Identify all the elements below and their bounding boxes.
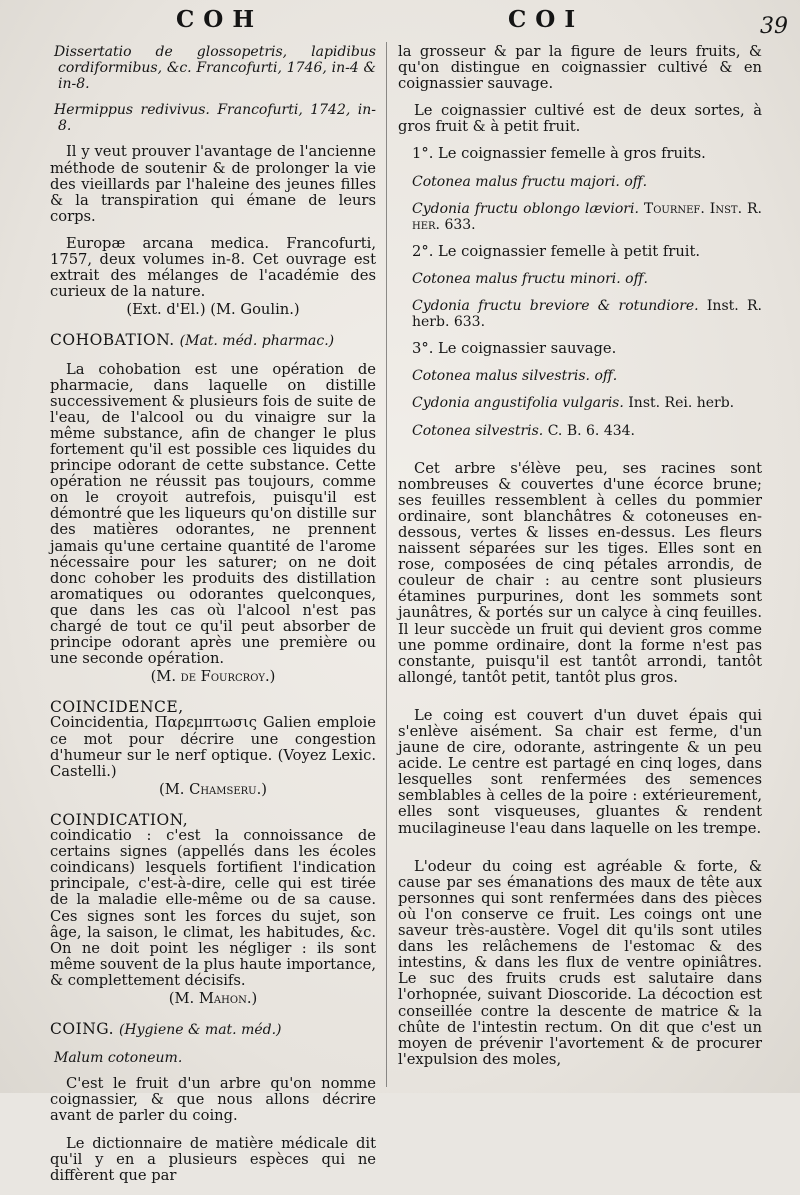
page-number: 39 [760,14,788,39]
right-column [398,44,762,1079]
latin-name-with-ref [412,423,762,439]
entry-title: COINDICATION, [50,810,189,829]
latin-name: Cotonea silvestris. [412,422,544,439]
entry-title: COHOBATION. [50,331,175,350]
variety-1: 1°. Le coignassier femelle à gros fruits. [412,145,706,163]
signature-goulin: (Ext. d'El.) (M. Goulin.) [126,301,300,319]
column-rule [386,42,387,1087]
entry-heading-cohobation [50,332,376,349]
paragraph-coincidence: Coincidentia, Παρεμπτωσις Galien emploie ce mot pour décrire une congestion d'humeur sur le nerf optique. (Voyez Lexic. Castelli.) [50,714,376,780]
entry-subject: (Hygiene & mat. méd.) [118,1022,282,1039]
variety-3: 3°. Le coignassier sauvage. [412,340,617,358]
paragraph-description: Cet arbre s'élève peu, ses racines sont nombreuses & couvertes d'une écorce brune; ses feuilles ressemblent à celles du pommier ordinaire, sont blanchâtres & cotoneuses en-dessous, vertes & lisses en-dessus. Les fleurs naissent séparées sur les tiges. Elles sont en rose, composées de cinq pétales arrondis, de couleur de chair : au centre sont plusieurs étamines purpurines, dont les sommets sont jaunâtres, & portés sur un calyce à cinq feuilles. Il leur succède un fruit qui devient gros comme une pomme ordinaire, dont la forme n'est pas constante, puisqu'il est tantôt arrondi, tantôt allongé, tantôt petit, tantôt plus gros. [398,459,762,686]
entry-heading-coindication [50,812,376,828]
entry-heading-coing [50,1021,376,1038]
latin-name: Cotonea malus fructu minori. off. [412,270,648,287]
paragraph-hermippus: Il y veut prouver l'avantage de l'ancienne méthode de soutenir & de prolonger la vie des vieillards par l'haleine des jeunes filles & la transpiration qui émane de leurs corps. [50,143,376,225]
reference: Inst. Rei. herb. [628,395,735,412]
paragraph-coing-2: Le dictionnaire de matière médicale dit qu'il y en a plusieurs espèces qui ne diffèrent que par [50,1134,376,1184]
latin-name: Cotonea malus silvestris. off. [412,368,618,385]
running-head-right: COI [508,6,585,33]
latin-name: Cydonia fructu breviore & rotundiore. [412,298,699,315]
citation-hermippus: Hermippus redivivus. Francofurti, 1742, in-8. [54,102,376,135]
signature-fourcroy: (M. de Fourcroy.) [150,668,276,686]
paragraph-fruit: Le coing est couvert d'un duvet épais qui s'enlève aisément. Sa chair est ferme, d'un jaune de cire, odorante, astringente & un peu acide. Le centre est partagé en cinq loges, dans lesquelles sont renfermées des semences semblables à celles de la poire : extérieurement, elles sont visqueuses, gluantes & rendent mucilagineuse l'eau dans laquelle on les trempe. [398,706,762,837]
latin-name: Cydonia angustifolia vulgaris. [412,395,624,412]
entry-subject: (Mat. méd. pharmac.) [179,333,335,350]
running-head-left: COH [176,6,264,33]
paragraph-europae: Europæ arcana medica. Francofurti, 1757, deux volumes in-8. Cet ouvrage est extrait des mélanges de l'académie des curieux de la nature. [50,234,376,301]
latin-name-with-ref [412,201,762,233]
paragraph-cohobation: La cohobation est une opération de pharmacie, dans laquelle on distille successivement & plusieurs fois de suite de l'eau, de l'alcool ou du vinaigre sur la même substance, afin de changer le plus fortement qu'il est possible ces liquides du principe odorant de cette substance. Cette opération ne réussit pas toujours, comme on le croyoit autrefois, puisqu'il est démontré que les liqueurs qu'on distille sur des matières odorantes, ne prennent jamais qu'une certaine quantité de l'arome nécessaire pour les saturer; on ne doit donc cohober les produits des distillation aromatiques ou odorantes quelconques, que dans les cas où l'alcool n'est pas chargé de tout ce qu'il peut absorber de principe odorant après une première ou une seconde opération. [50,360,376,668]
signature-mahon: (M. Mahon.) [168,989,258,1007]
entry-title: COING. [50,1020,115,1039]
left-column [50,44,376,1195]
reference: Tournef. Inst. R. her. 633. [412,200,763,233]
entry-title: COINCIDENCE, [50,698,184,717]
reference: Inst. R. herb. 633. [412,298,762,331]
citation-dissertatio: Dissertatio de glossopetris, lapidibus cordiformibus, &c. Francofurti, 1746, in-4 & in-8. [54,44,376,93]
paragraph-odour: L'odeur du coing est agréable & forte, & cause par ses émanations des maux de tête aux personnes qui sont renfermées dans des pièces où l'on conserve ce fruit. Les coings ont une saveur très-austère. Vogel dit qu'ils sont utiles dans les relâchemens de l'estomac & des intestins, & dans les flux de ventre opiniâtres. Le suc des fruits cruds est salutaire dans l'orhopnée, suivant Dioscoride. La décoction est conseillée contre la descente de matrice & la chûte de l'intestin rectum. On dit que c'est un moyen de prévenir l'avortement & de procurer l'expulsion des moles, [398,857,762,1068]
paragraph-coing-1: C'est le fruit d'un arbre qu'on nomme coignassier, & que nous allons décrire avant de parler du coing. [50,1075,376,1125]
latin-name-with-ref [412,298,762,330]
paragraph-coindication: coindicatio : c'est la connoissance de certains signes (appellés dans les écoles coindicans) lesquels fortifient l'indication principale, c'est-à-dire, celle qui est tirée de la maladie elle-même ou de sa cause. Ces signes sont les forces du sujet, son âge, la saison, le climat, les habitudes, &c. On ne doit point les négliger : ils sont même souvent de la plus haute importance, & complettement décisifs. [50,827,376,989]
paragraph-kinds: Le coignassier cultivé est de deux sortes, à gros fruit & à petit fruit. [398,102,762,136]
entry-heading-coincidence [50,699,376,715]
reference: C. B. 6. 434. [547,422,635,439]
latin-name-with-ref [412,395,762,411]
paragraph-intro: la grosseur & par la figure de leurs fruits, & qu'on distingue en coignassier cultivé & en coignassier sauvage. [398,43,762,93]
latin-name: Cotonea malus fructu majori. off. [412,173,648,190]
latin-name: Malum cotoneum. [54,1050,183,1067]
signature-chamseru: (M. Chamseru.) [158,780,268,798]
variety-2: 2°. Le coignassier femelle à petit fruit. [412,242,701,260]
latin-name: Cydonia fructu oblongo læviori. [412,200,639,217]
